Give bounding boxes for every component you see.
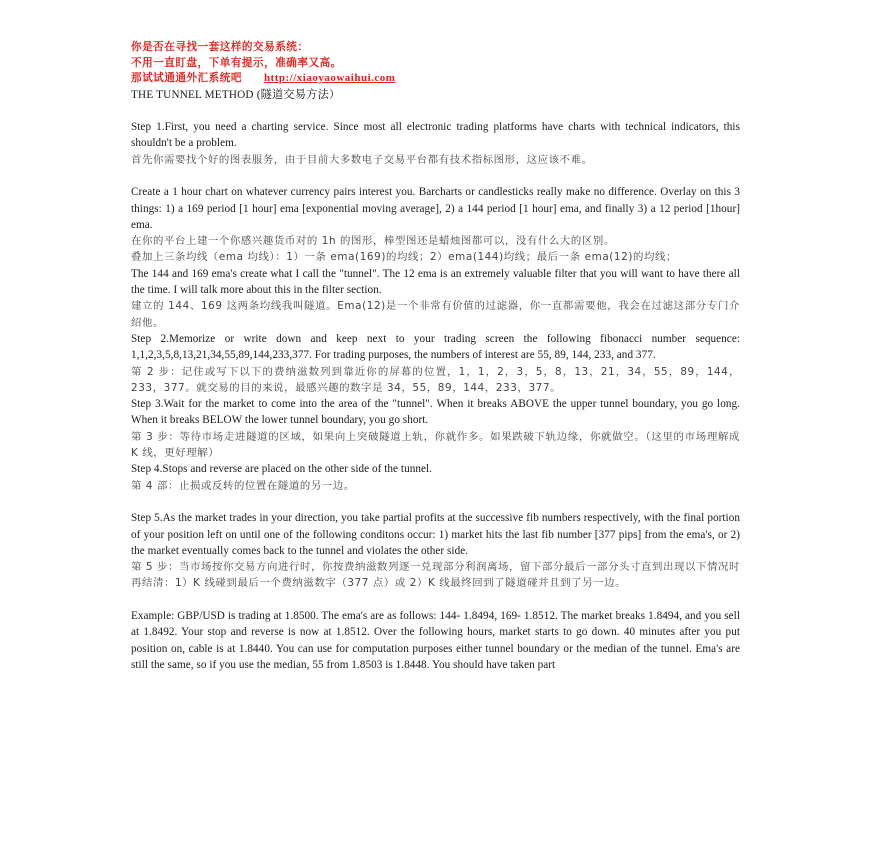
promo-line-3 xyxy=(131,71,740,87)
promo-link[interactable]: http://xiaoyaowaihui.com xyxy=(263,72,396,84)
step5-cn: 第 5 步：当市场按你交易方向进行时，你按费纳滋数列逐一兑现部分利润离场，留下部分最后一部分头寸直到出现以下情况时再结清：1）K 线碰到最后一个费纳滋数字（377 点）或 2）K 线最终回到了隧道碰并且到了另一边。 xyxy=(131,561,740,590)
chart-en: Create a 1 hour chart on whatever currency pairs interest you. Barcharts or candlesticks really make no difference. Overlay on this 3 things: 1) a 169 period [1 hour] ema [exponential moving average], 2) a 144 period [1 hour] ema, and finally 3) a 12 period [1hour] ema. xyxy=(131,186,740,231)
promo-line-1: 你是否在寻找一套这样的交易系统： xyxy=(131,41,309,53)
step3-en: Step 3.Wait for the market to come into the area of the "tunnel". When it breaks ABOVE the upper tunnel boundary, you go long. When it breaks BELOW the lower tunnel boundary, you go short. xyxy=(131,398,740,427)
step1-cn: 首先你需要找个好的图表服务，由于目前大多数电子交易平台都有技术指标图形，这应该不难。 xyxy=(131,153,593,166)
step3-cn: 第 3 步：等待市场走进隧道的区域，如果向上突破隧道上轨，你就作多。如果跌破下轨边缘，你就做空。（这里的市场理解成 K 线，更好理解） xyxy=(131,430,740,460)
chart-cn: 在你的平台上建一个你感兴趣货币对的 1h 的图形，棒型图还是蜡烛图都可以，没有什么大的区别。 xyxy=(131,235,615,248)
step2-cn: 第 2 步：记住或写下以下的费纳滋数列到靠近你的屏幕的位置，1，1，2，3，5，8，13，21，34，55，89，144，233，377。就交易的目的来说，最感兴趣的数字是 34，55，89，144，233，377。 xyxy=(131,365,740,394)
overlay-cn: 叠加上三条均线（ema 均线）：1）一条 ema(169)的均线；2）ema(144)均线；最后一条 ema(12)的均线； xyxy=(131,251,677,264)
step4-en: Step 4.Stops and reverse are placed on the other side of the tunnel. xyxy=(131,463,433,476)
promo-block xyxy=(131,40,740,87)
promo-line-2: 不用一直盯盘，下单有提示，准确率又高。 xyxy=(131,56,342,69)
step5-en: Step 5.As the market trades in your direction, you take partial profits at the successive fib numbers respectively, with the final portion of your position left on until one of the following conditons occur: 1) market hits the last fib number [377 pips] from the ema's, or 2) the market eventually comes back to the tunnel and violates the other side. xyxy=(131,512,740,557)
document-page xyxy=(131,40,740,673)
tunnel-en: The 144 and 169 ema's create what I call the "tunnel". The 12 ema is an extremely valuable filter that you will want to have there all the time. I will talk more about this in the filter section. xyxy=(131,267,740,297)
tunnel-cn: 建立的 144、169 这两条均线我叫隧道。Ema(12)是一个非常有价值的过滤器，你一直都需要他，我会在过滤这部分专门介绍他。 xyxy=(131,300,740,329)
step1-en: Step 1.First, you need a charting service. Since most all electronic trading platforms have charts with technical indicators, this shouldn't be a problem. xyxy=(131,121,740,150)
promo-line-3-text: 那试试通通外汇系统吧 xyxy=(131,72,242,84)
document-title: THE TUNNEL METHOD (隧道交易方法） xyxy=(131,88,341,101)
step2-en: Step 2.Memorize or write down and keep next to your trading screen the following fibonacci number sequence: 1,1,2,3,5,8,13,21,34,55,89,144,233,377. For trading purposes, the numbers of interest are 55, 89, 144, 233, and 377. xyxy=(131,332,740,362)
example-en: Example: GBP/USD is trading at 1.8500. The ema's are as follows: 144- 1.8494, 169- 1.8512. The market breaks 1.8494, and you sell at 1.8492. Your stop and reverse is now at 1.8512. Over the following hours, market starts to go down. 40 minutes after you put position on, cable is at 1.8440. You can use for computation purposes either tunnel boundary or the median of the tunnel. Ema's are still the same, so if you use the median, 55 from 1.8503 is 1.8448. You should have taken part xyxy=(131,610,740,671)
step4-cn: 第 4 部：止损或反转的位置在隧道的另一边。 xyxy=(131,479,355,492)
